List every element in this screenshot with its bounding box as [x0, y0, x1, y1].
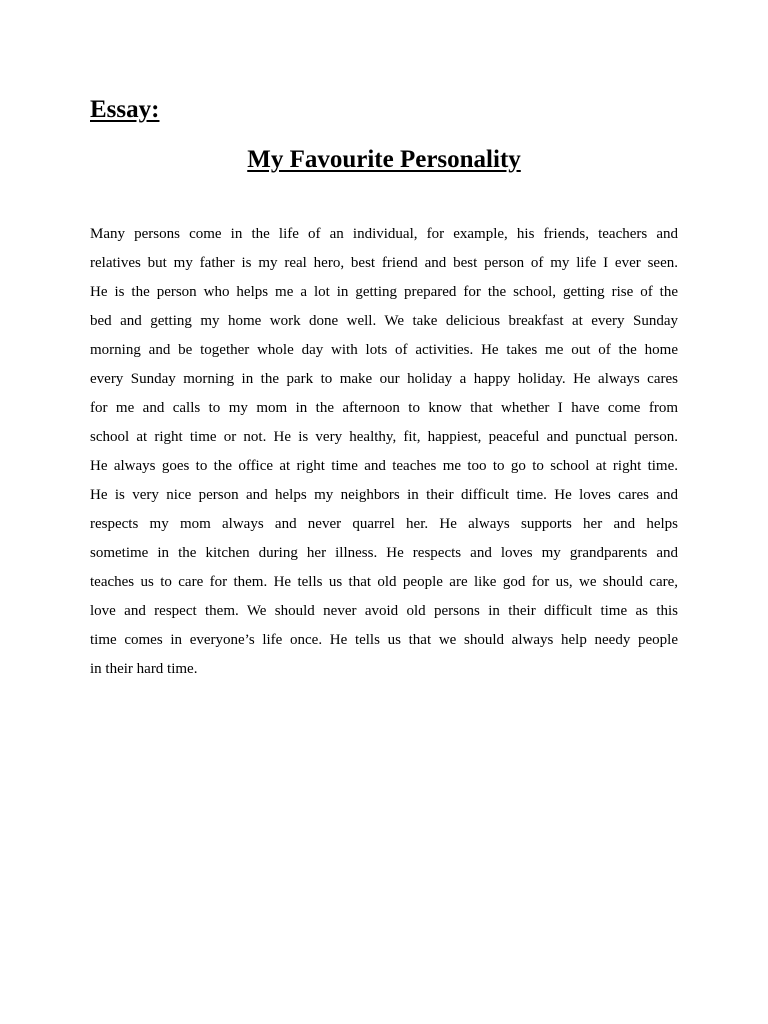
essay-title: My Favourite Personality	[247, 146, 521, 173]
body-line: relatives but my father is my real hero, best friend and best person of my life I ever seen.	[90, 255, 678, 271]
body-line: Many persons come in the life of an individual, for example, his friends, teachers and	[90, 226, 678, 242]
body-line: bed and getting my home work done well. We take delicious breakfast at every Sunday	[90, 313, 678, 329]
body-line: sometime in the kitchen during her illness. He respects and loves my grandparents and	[90, 545, 678, 561]
essay-label: Essay:	[90, 96, 160, 123]
body-line: time comes in everyone’s life once. He tells us that we should always help needy people	[90, 632, 678, 648]
body-line: He is very nice person and helps my neighbors in their difficult time. He loves cares and	[90, 487, 678, 503]
body-line: for me and calls to my mom in the afternoon to know that whether I have come from	[90, 400, 678, 416]
body-line: love and respect them. We should never avoid old persons in their difficult time as this	[90, 603, 678, 619]
body-line: teaches us to care for them. He tells us that old people are like god for us, we should care,	[90, 574, 678, 590]
body-line: every Sunday morning in the park to make our holiday a happy holiday. He always cares	[90, 371, 678, 387]
body-line: He always goes to the office at right time and teaches me too to go to school at right time.	[90, 458, 678, 474]
body-line: He is the person who helps me a lot in getting prepared for the school, getting rise of the	[90, 284, 678, 300]
body-line: school at right time or not. He is very healthy, fit, happiest, peaceful and punctual person.	[90, 429, 678, 445]
body-line: respects my mom always and never quarrel her. He always supports her and helps	[90, 516, 678, 532]
body-line: in their hard time.	[90, 661, 198, 677]
body-line: morning and be together whole day with lots of activities. He takes me out of the home	[90, 342, 678, 358]
essay-body	[90, 220, 678, 684]
